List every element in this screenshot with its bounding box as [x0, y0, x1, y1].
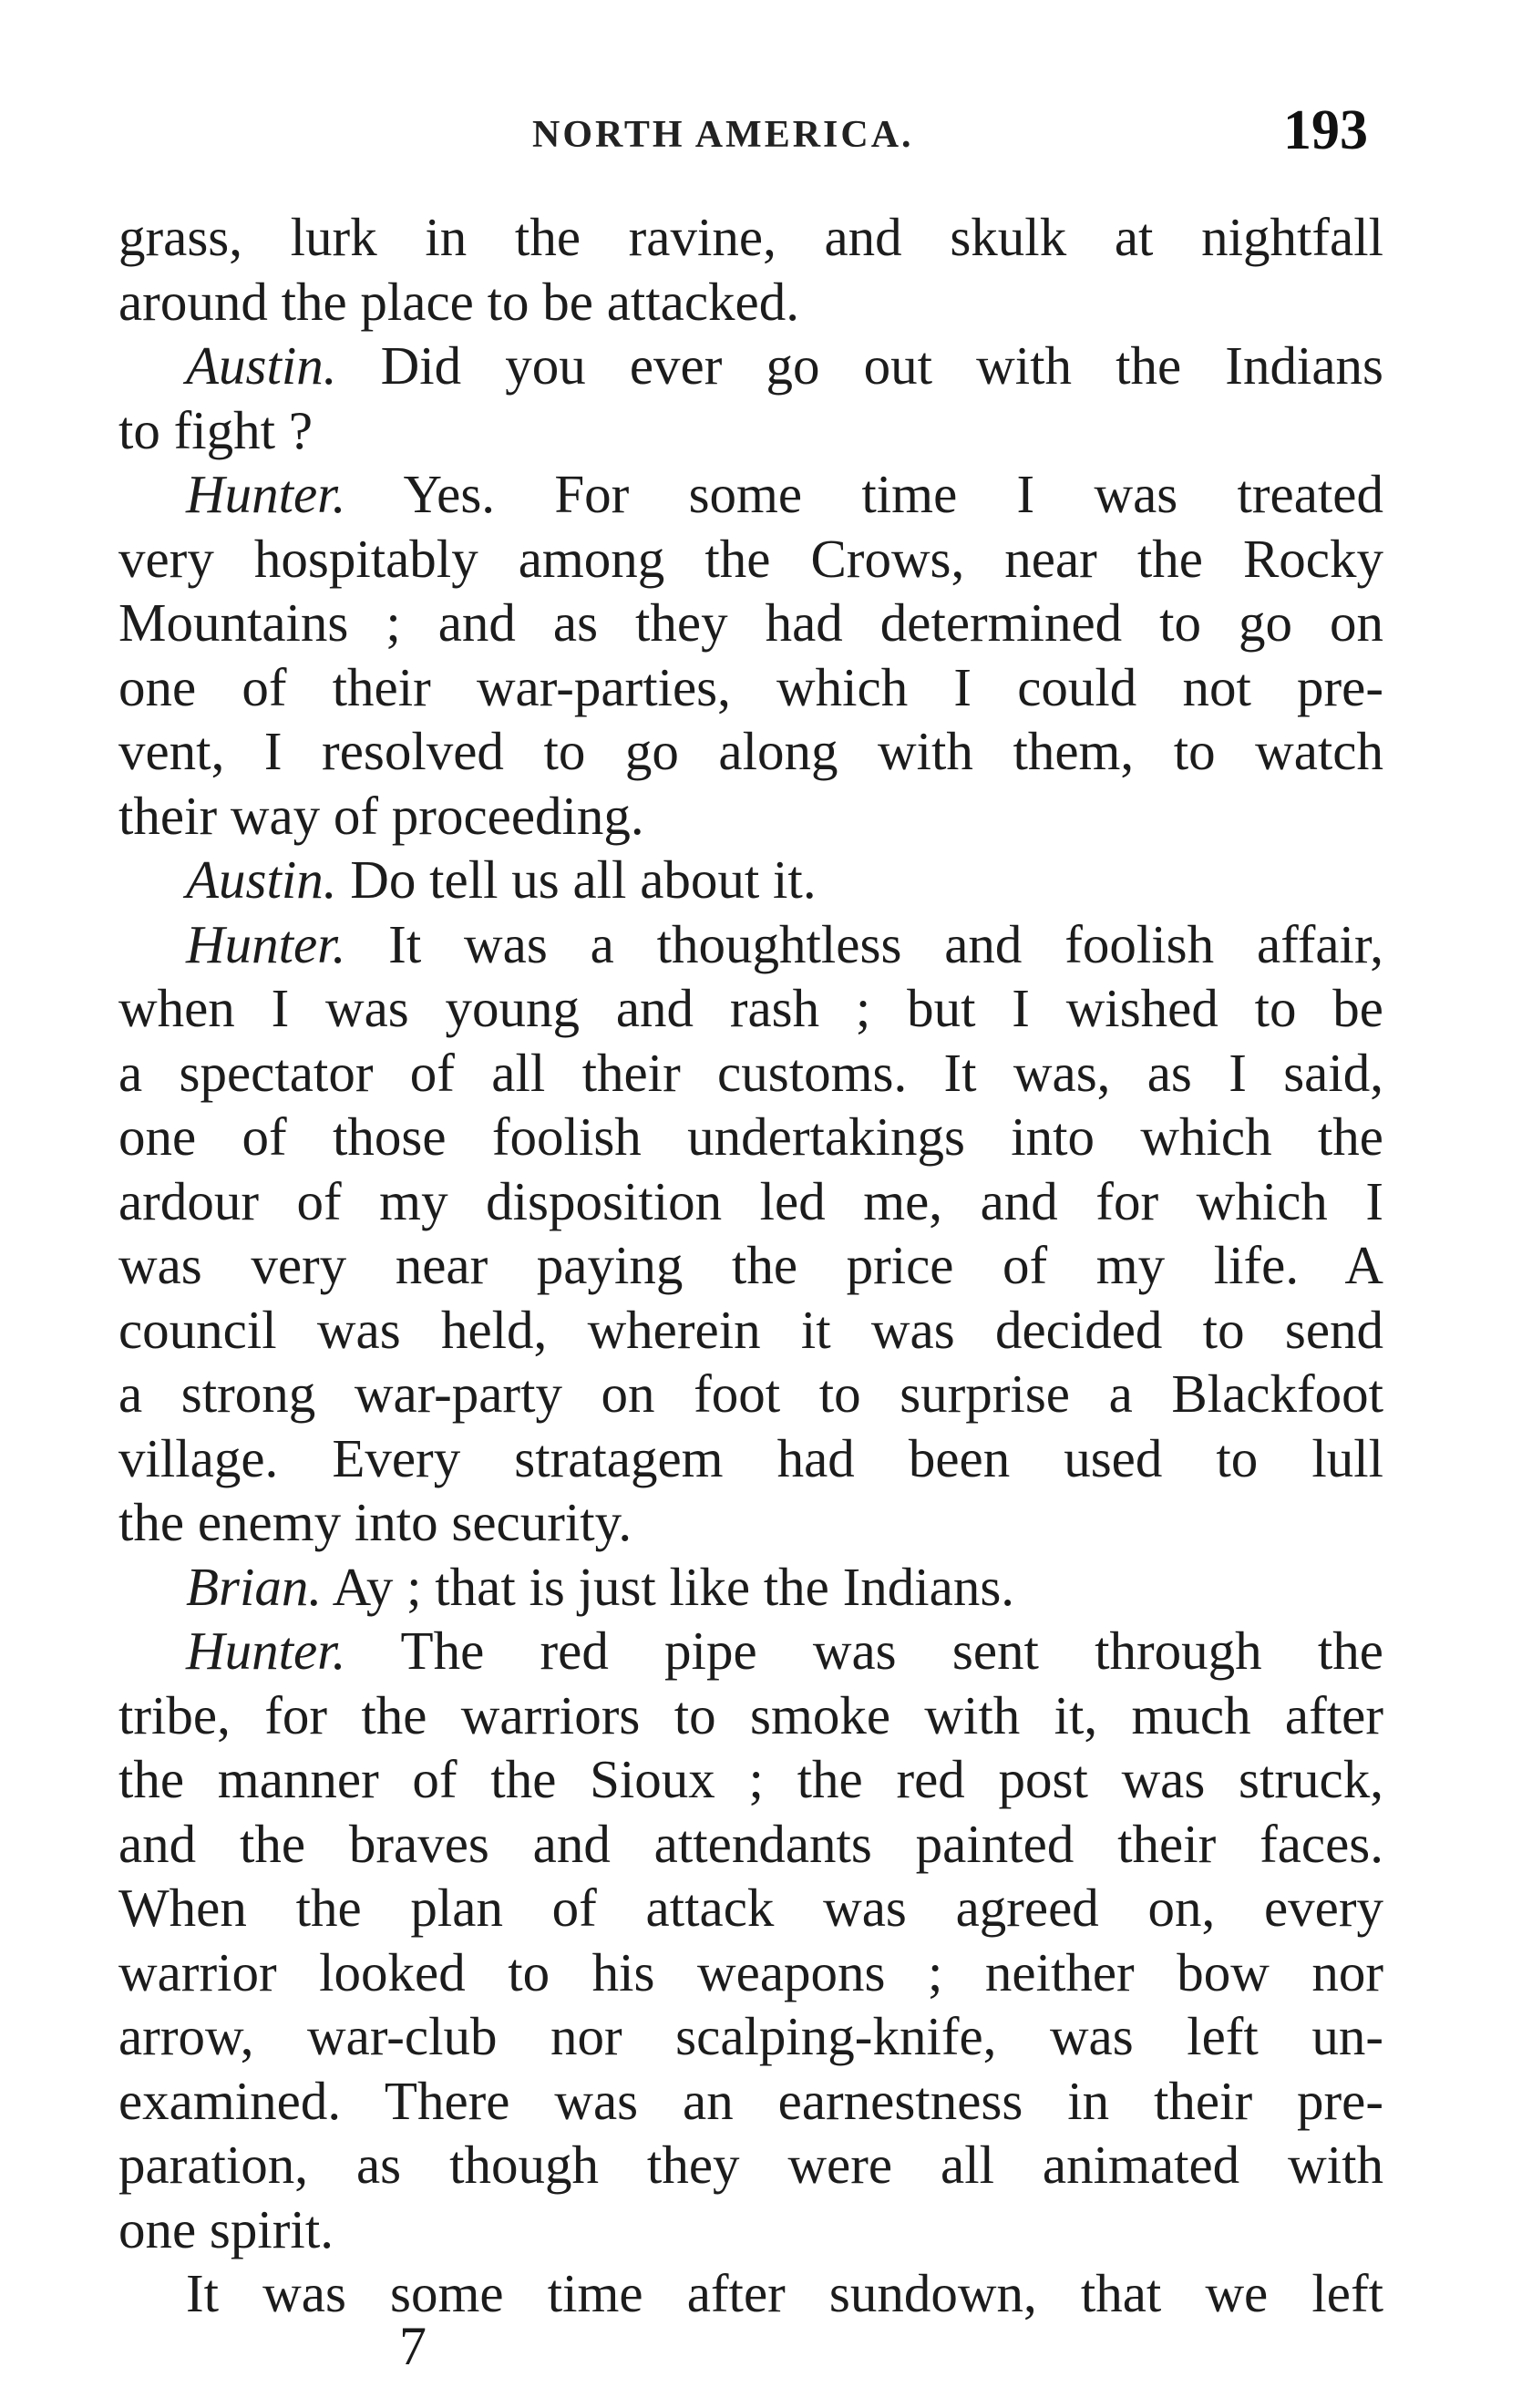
running-title: NORTH AMERICA. [532, 114, 914, 156]
line-text: Did you ever go out with the Indians [336, 335, 1383, 396]
line-text: paration, as though they were all animated with [118, 2135, 1383, 2195]
text-line [118, 1169, 1383, 1234]
text-line [118, 1940, 1383, 2005]
line-text: Yes. For some time I was treated [345, 464, 1383, 524]
running-head [0, 99, 1532, 166]
line-text: village. Every stratagem had been used to lull [118, 1427, 1383, 1488]
text-line [118, 1426, 1383, 1491]
text-line [118, 2069, 1383, 2134]
speaker-name: Brian. [186, 1556, 323, 1617]
speaker-name: Austin. [186, 335, 337, 396]
text-line [118, 912, 1383, 977]
text-line [118, 719, 1383, 784]
text-line [118, 848, 1383, 912]
line-text: to fight ? [118, 399, 314, 460]
text-line [118, 1105, 1383, 1169]
line-text: When the plan of attack was agreed on, every [118, 1878, 1383, 1938]
line-text: a spectator of all their customs. It was, as I said, [118, 1042, 1383, 1103]
text-line [118, 591, 1383, 655]
line-text: one spirit. [118, 2198, 334, 2259]
text-line [118, 1812, 1383, 1877]
line-text: Ay ; that is just like the Indians. [322, 1556, 1015, 1617]
text-line [118, 1362, 1383, 1426]
text-line [118, 2261, 1383, 2326]
line-text: council was held, wherein it was decided to send [118, 1299, 1383, 1360]
line-text: The red pipe was sent through the [345, 1621, 1383, 1681]
body-text [118, 205, 1383, 2326]
line-text: warrior looked to his weapons ; neither bow nor [118, 1941, 1383, 2002]
text-line [118, 1747, 1383, 1812]
line-text: and the braves and attendants painted their faces. [118, 1813, 1383, 1874]
page-number: 193 [1283, 99, 1368, 161]
text-line [118, 1298, 1383, 1363]
speaker-name: Hunter. [186, 913, 346, 974]
text-line [118, 527, 1383, 592]
text-line [118, 1619, 1383, 1683]
text-line [118, 398, 1383, 463]
line-text: It was a thoughtless and foolish affair, [345, 913, 1383, 974]
line-text: vent, I resolved to go along with them, to watch [118, 721, 1383, 781]
text-line [118, 1041, 1383, 1106]
text-line [118, 462, 1383, 527]
line-text: ardour of my disposition led me, and for which I [118, 1170, 1383, 1231]
line-text: was very near paying the price of my life. A [118, 1235, 1383, 1295]
text-line [118, 784, 1383, 849]
line-text: the manner of the Sioux ; the red post was struck, [118, 1749, 1383, 1809]
text-line [118, 655, 1383, 720]
line-text: Mountains ; and as they had determined to go on [118, 592, 1383, 653]
line-text: Do tell us all about it. [336, 849, 817, 910]
line-text: examined. There was an earnestness in their pre- [118, 2070, 1383, 2131]
text-line [118, 2004, 1383, 2069]
speaker-name: Austin. [186, 849, 337, 910]
line-text: a strong war-party on foot to surprise a Blackfoot [118, 1364, 1383, 1424]
text-line [118, 976, 1383, 1041]
line-text: when I was young and rash ; but I wished to be [118, 978, 1383, 1038]
line-text: the enemy into security. [118, 1492, 632, 1552]
line-text: tribe, for the warriors to smoke with it, much after [118, 1684, 1383, 1745]
line-text: arrow, war-club nor scalping-knife, was left un- [118, 2006, 1383, 2066]
speaker-name: Hunter. [186, 1621, 346, 1681]
line-text: very hospitably among the Crows, near the Rocky [118, 528, 1383, 589]
speaker-name: Hunter. [186, 464, 346, 524]
line-text: one of those foolish undertakings into which the [118, 1106, 1383, 1167]
text-line [118, 1490, 1383, 1555]
line-text: their way of proceeding. [118, 785, 644, 846]
text-line [118, 270, 1383, 334]
text-line [118, 1555, 1383, 1620]
text-line [118, 1876, 1383, 1940]
text-line [118, 334, 1383, 398]
line-text: around the place to be attacked. [118, 271, 799, 332]
signature-mark: 7 [399, 2316, 427, 2376]
text-line [118, 2197, 1383, 2262]
line-text: grass, lurk in the ravine, and skulk at nightfall [118, 207, 1383, 267]
text-line [118, 1233, 1383, 1298]
line-text: It was some time after sundown, that we left [186, 2263, 1383, 2323]
text-line [118, 1683, 1383, 1748]
text-line [118, 205, 1383, 270]
text-line [118, 2133, 1383, 2197]
line-text: one of their war-parties, which I could not pre- [118, 656, 1383, 717]
